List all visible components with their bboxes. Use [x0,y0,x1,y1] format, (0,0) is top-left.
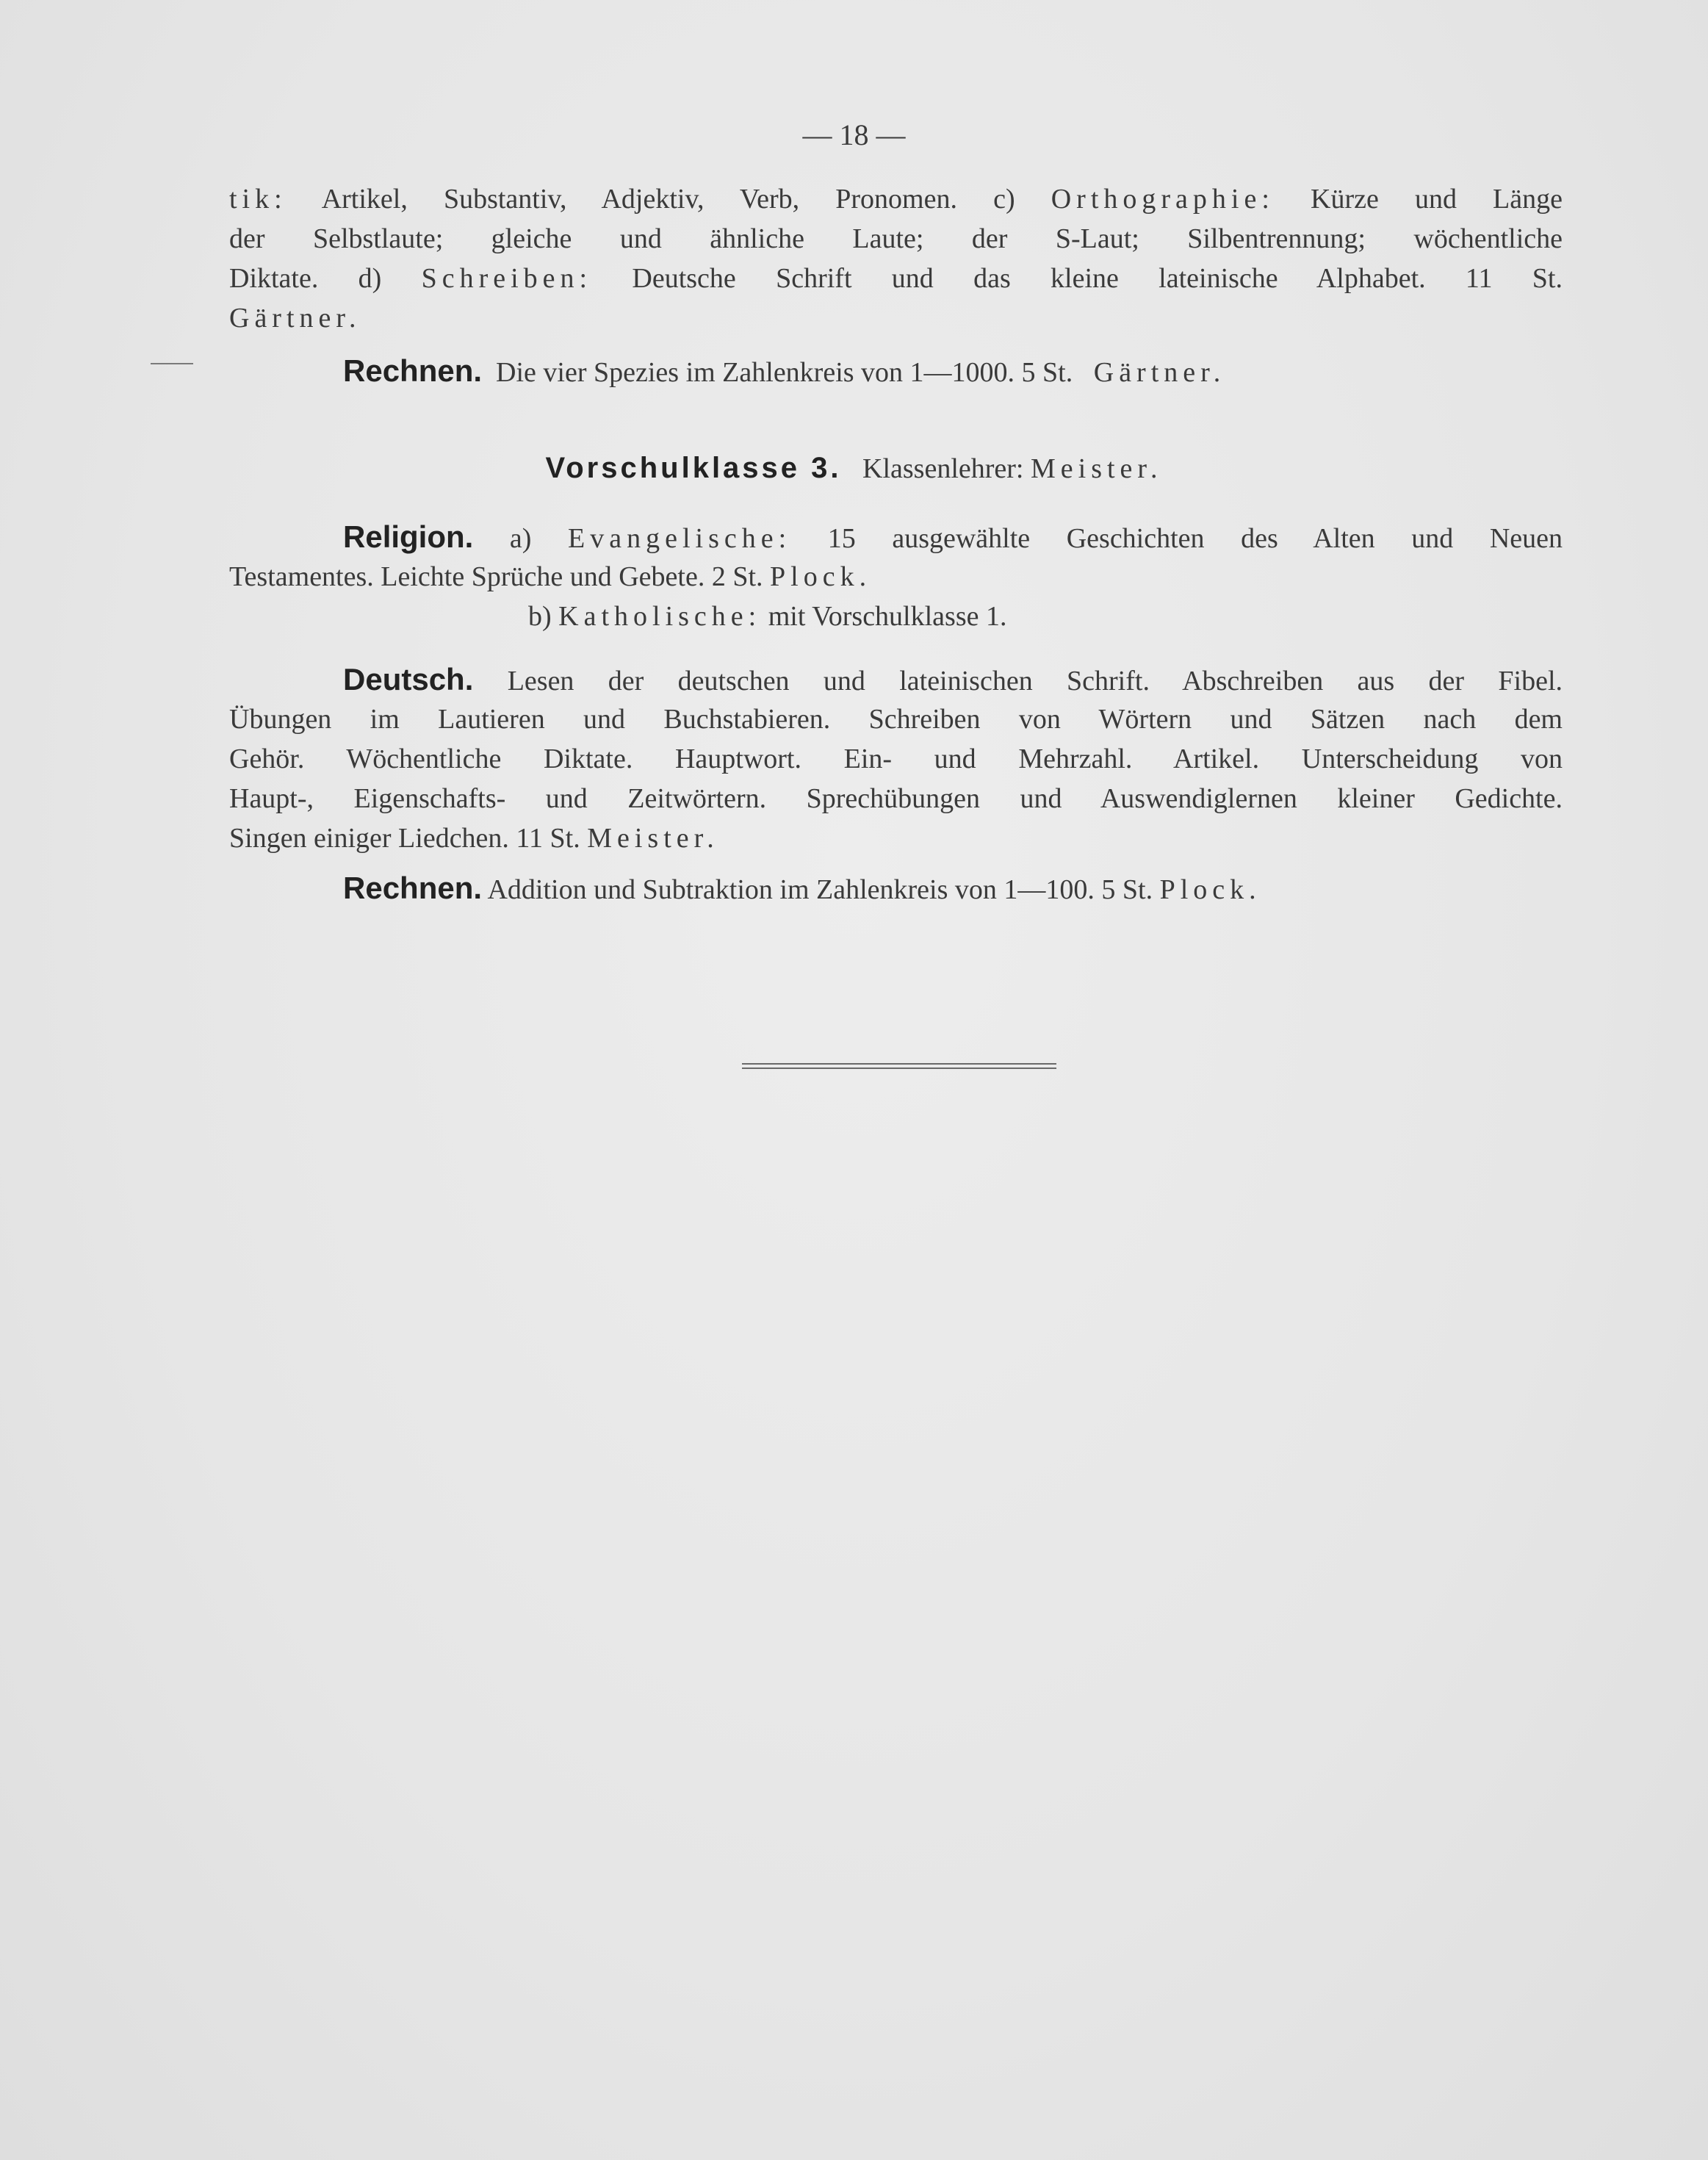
page-number: — 18 — [802,118,906,151]
deutsch-line-5: Singen einiger Liedchen. 11 St. Meister. [229,823,719,854]
subject-religion: Religion. [343,519,474,554]
deutsch-line-1: Deutsch. Lesen der deutschen und lateinischen Schrift. Abschreiben aus der Fibel. [343,662,1563,696]
para1-line-1: tik: Artikel, Substantiv, Adjektiv, Verb, Pronomen. c) Orthographie: Kürze und Länge [229,184,1563,215]
subject-deutsch: Deutsch. [343,662,474,696]
deutsch-line-3: Gehör. Wöchentliche Diktate. Hauptwort. Ein- und Mehrzahl. Artikel. Unterscheidung von [229,744,1563,774]
subject-rechnen-1: Rechnen. [343,353,483,388]
religion-line-1: Religion. a) Evangelische: 15 ausgewählte Geschichten des Alten und Neuen [343,519,1563,554]
para1-line-2: der Selbstlaute; gleiche und ähnliche Laute; der S-Laut; Silbentrennung; wöchentliche [229,223,1563,254]
deutsch-line-4: Haupt-, Eigenschafts- und Zeitwörtern. Sprechübungen und Auswendiglernen kleiner Gedichte. [229,783,1563,814]
deutsch-line-2: Übungen im Lautieren und Buchstabieren. Schreiben von Wörtern und Sätzen nach dem [229,704,1563,735]
subject-rechnen-2: Rechnen. [343,871,483,905]
rechnen-section-1 [229,351,1563,391]
para1-line-3: Diktate. d) Schreiben: Deutsche Schrift und das kleine lateinische Alphabet. 11 St. [229,263,1563,294]
margin-mark [151,363,193,364]
paragraph-continuation [229,179,1563,338]
religion-line-3: b) Katholische: mit Vorschulklasse 1. [528,601,1007,632]
religion-line-2: Testamentes. Leichte Sprüche und Gebete. 2 St. Plock. [229,561,872,592]
rechnen1-line: Rechnen. Die vier Spezies im Zahlenkreis von 1—1000. 5 St. Gärtner. [343,353,1226,388]
rechnen-section-2 [229,868,1563,908]
divider-rule-bottom [742,1068,1056,1069]
para1-line-4: Gärtner. [229,303,361,334]
deutsch-section [229,660,1563,858]
class-title: Vorschulklasse 3. [545,452,842,484]
religion-section [229,517,1563,636]
class-heading: Vorschulklasse 3. Klassenlehrer: Meister. [545,452,1163,484]
rechnen2-line: Rechnen. Addition und Subtraktion im Zahlenkreis von 1—100. 5 St. Plock. [343,871,1261,905]
divider-rule-top [742,1063,1056,1065]
